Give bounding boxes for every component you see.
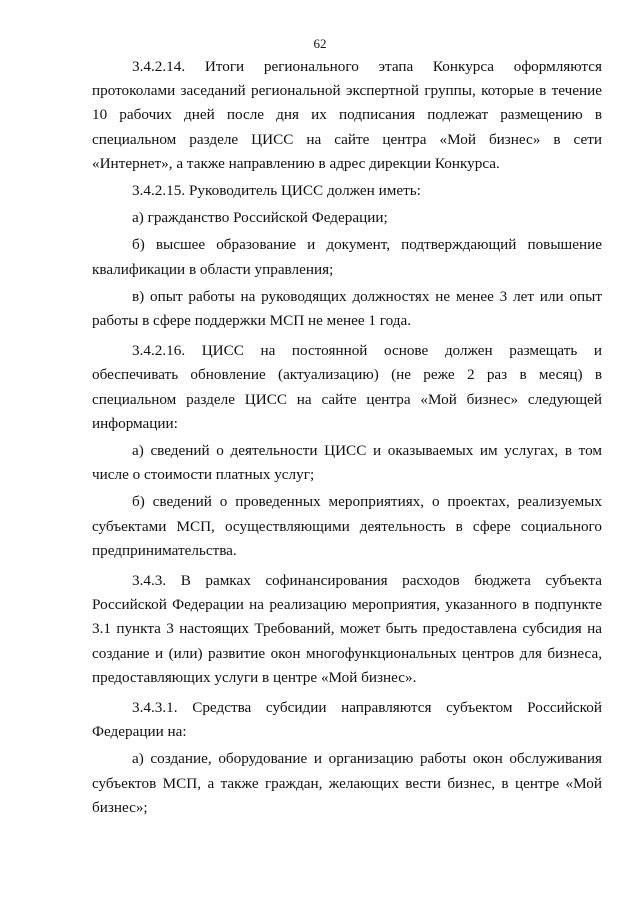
list-item-experience: в) опыт работы на руководящих должностях не менее 3 лет или опыт работы в сфере поддержки МСП не менее 1 года. [92, 287, 602, 330]
list-item-citizenship: а) гражданство Российской Федерации; [132, 209, 388, 227]
list-item-activity-info: а) сведений о деятельности ЦИСС и оказываемых им услугах, в том числе о стоимости платных услуг; [92, 442, 602, 484]
paragraph-3-4-2-15: 3.4.2.15. Руководитель ЦИСС должен иметь: [132, 182, 421, 200]
document-body [92, 55, 602, 820]
paragraph-3-4-3-1: 3.4.3.1. Средства субсидии направляются субъектом Российской Федерации на: [92, 699, 602, 741]
list-item-events-info: б) сведений о проведенных мероприятиях, о проектах, реализуемых субъектами МСП, осуществляющими деятельность в сфере социального предпринимательства. [92, 493, 602, 559]
paragraph-3-4-3: 3.4.3. В рамках софинансирования расходов бюджета субъекта Российской Федерации на реализацию мероприятия, указанного в подпункте 3.1 пункта 3 настоящих Требований, может быть предоставлена субсидия на создание и (или) развитие окон многофункциональных центров для бизнеса, предоставляющих услуги в центре «Мой бизнес». [92, 572, 602, 686]
list-item-education: б) высшее образование и документ, подтверждающий повышение квалификации в области управления; [92, 236, 602, 278]
page-number: 62 [313, 36, 327, 51]
paragraph-3-4-2-16: 3.4.2.16. ЦИСС на постоянной основе должен размещать и обеспечивать обновление (актуализацию) (не реже 2 раз в месяц) в специальном разделе ЦИСС на сайте центра «Мой бизнес» следующей информации: [92, 342, 602, 432]
paragraph-3-4-2-14: 3.4.2.14. Итоги регионального этапа Конкурса оформляются протоколами заседаний региональной экспертной группы, которые в течение 10 рабочих дней после дня их подписания подлежат размещению в специальном разделе ЦИСС на сайте центра «Мой бизнес» в сети «Интернет», а также направлению в адрес дирекции Конкурса. [92, 58, 602, 172]
list-item-windows: а) создание, оборудование и организацию работы окон обслуживания субъектов МСП, а также граждан, желающих вести бизнес, в центре «Мой бизнес»; [92, 750, 602, 816]
